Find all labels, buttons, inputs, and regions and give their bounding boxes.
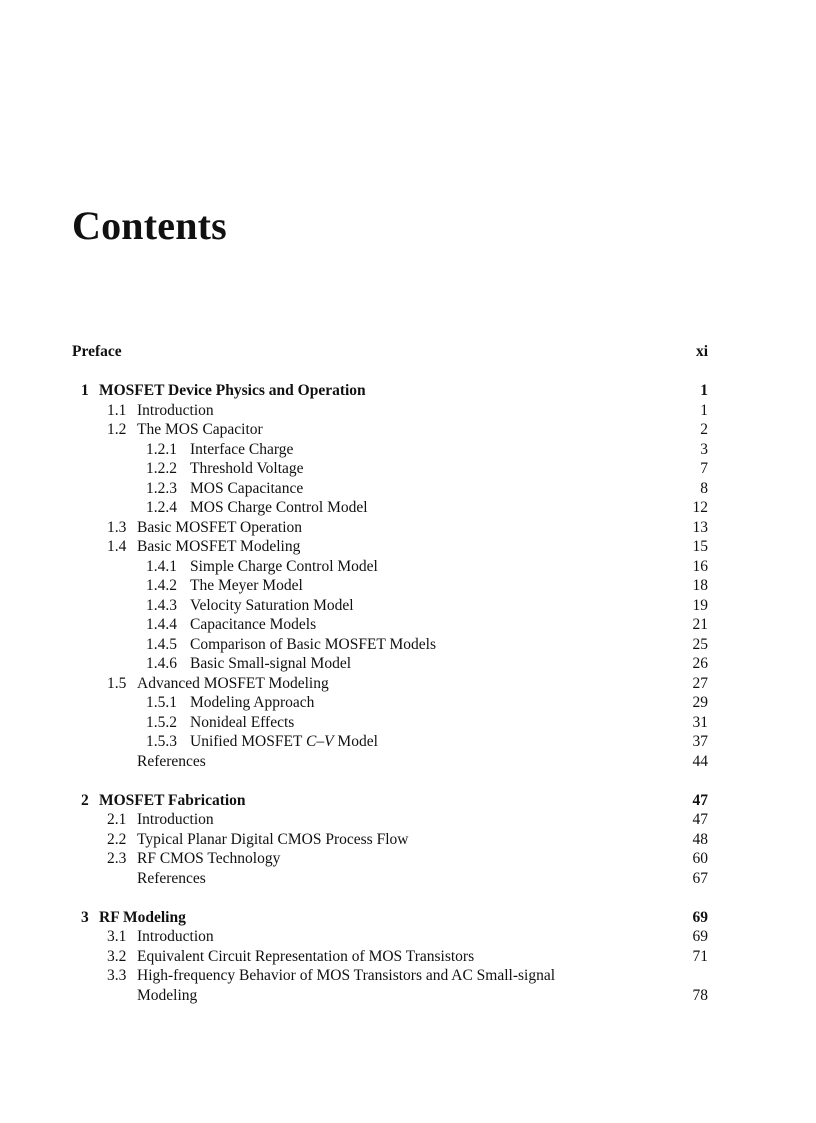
toc-entry-number: 1.4.5 xyxy=(146,635,177,653)
toc-entry-row xyxy=(72,927,708,947)
toc-entry-title: Introduction xyxy=(137,401,214,419)
toc-entry-page: 48 xyxy=(692,830,708,848)
toc-entry-title: MOS Capacitance xyxy=(190,479,304,497)
toc-entry-title: Basic Small-signal Model xyxy=(190,655,352,672)
toc-entry-page: xi xyxy=(695,343,708,360)
toc-entry-title: Unified MOSFET C–V Model xyxy=(190,733,378,750)
toc-entry-page: 19 xyxy=(692,596,708,614)
toc-entry-row xyxy=(72,654,708,674)
toc-entry-number: 3.2 xyxy=(107,947,127,965)
table-of-contents xyxy=(72,342,708,1005)
toc-entry-title: Typical Planar Digital CMOS Process Flow xyxy=(137,830,409,848)
toc-entry-title: Advanced MOSFET Modeling xyxy=(137,674,329,692)
toc-entry-title: Simple Charge Control Model xyxy=(190,557,378,575)
toc-entry-title: RF Modeling xyxy=(99,908,186,926)
toc-entry-page: 44 xyxy=(692,752,708,770)
toc-entry-page: 31 xyxy=(692,713,708,731)
toc-entry-page: 2 xyxy=(700,421,708,438)
toc-entry-title: Modeling Approach xyxy=(190,694,315,711)
toc-chapter-row xyxy=(72,791,708,811)
toc-entry-row xyxy=(72,596,708,616)
toc-entry-row xyxy=(72,557,708,577)
toc-entry-page: 69 xyxy=(692,908,708,926)
toc-entry-number: 1.2.4 xyxy=(146,499,177,516)
toc-entry-number: 2.2 xyxy=(107,830,127,848)
toc-entry-title: Introduction xyxy=(137,928,214,945)
toc-entry-page: 29 xyxy=(692,694,708,711)
toc-entry-number: 3 xyxy=(81,908,89,926)
toc-entry-page: 27 xyxy=(692,674,708,692)
toc-entry-page: 26 xyxy=(692,655,708,672)
toc-entry-page: 47 xyxy=(692,791,708,809)
toc-entry-number: 1.2.2 xyxy=(146,460,177,477)
toc-entry-page: 67 xyxy=(692,869,708,887)
toc-entry-row xyxy=(72,966,708,986)
toc-entry-number: 1.5.2 xyxy=(146,713,177,731)
toc-entry-title: Nonideal Effects xyxy=(190,713,295,731)
toc-entry-title: Velocity Saturation Model xyxy=(190,596,354,614)
toc-entry-number: 1.5.1 xyxy=(146,694,177,711)
toc-entry-row xyxy=(72,986,708,1006)
toc-entry-page: 47 xyxy=(692,811,708,828)
toc-entry-number: 1.5.3 xyxy=(146,733,177,750)
toc-entry-title: High-frequency Behavior of MOS Transistors and AC Small-signal xyxy=(137,967,556,984)
toc-entry-page: 1 xyxy=(700,382,708,399)
toc-entry-page: 18 xyxy=(692,577,708,594)
toc-chapter-row xyxy=(72,908,708,928)
toc-entry-row xyxy=(72,849,708,869)
toc-entry-page: 60 xyxy=(692,850,708,867)
toc-entry-row xyxy=(72,693,708,713)
toc-entry-row xyxy=(72,752,708,772)
toc-entry-page: 37 xyxy=(692,733,708,750)
toc-entry-title: Threshold Voltage xyxy=(190,460,304,477)
toc-entry-number: 1.4.6 xyxy=(146,655,177,672)
toc-entry-number: 1 xyxy=(81,382,89,399)
toc-entry-title: Capacitance Models xyxy=(190,616,317,633)
toc-entry-title: Interface Charge xyxy=(190,440,294,458)
toc-entry-number: 2.3 xyxy=(107,850,127,867)
toc-entry-page: 69 xyxy=(692,928,708,945)
toc-entry-number: 1.4.3 xyxy=(146,596,177,614)
toc-entry-row xyxy=(72,674,708,694)
toc-entry-number: 1.4.1 xyxy=(146,557,177,575)
toc-entry-page: 7 xyxy=(700,460,708,477)
toc-entry-row xyxy=(72,869,708,889)
toc-entry-row xyxy=(72,947,708,967)
toc-entry-row xyxy=(72,537,708,557)
toc-entry-title: Modeling xyxy=(137,986,198,1004)
toc-entry-title: References xyxy=(137,752,206,770)
toc-entry-number: 1.2.3 xyxy=(146,479,177,497)
toc-entry-row xyxy=(72,635,708,655)
toc-entry-title: Comparison of Basic MOSFET Models xyxy=(190,635,436,653)
toc-entry-row xyxy=(72,615,708,635)
toc-entry-number: 1.5 xyxy=(107,674,127,692)
toc-entry-row xyxy=(72,401,708,421)
toc-entry-row xyxy=(72,576,708,596)
toc-entry-page: 8 xyxy=(700,479,708,497)
toc-entry-number: 2 xyxy=(81,791,89,809)
toc-entry-number: 1.4.2 xyxy=(146,577,177,594)
toc-entry-page: 21 xyxy=(692,616,708,633)
toc-entry-page: 16 xyxy=(692,557,708,575)
toc-entry-row xyxy=(72,479,708,499)
page-title: Contents xyxy=(72,203,227,248)
toc-entry-number: 1.2 xyxy=(107,421,127,438)
toc-entry-number: 3.1 xyxy=(107,928,127,945)
toc-entry-number: 1.2.1 xyxy=(146,440,177,458)
toc-entry-title: Preface xyxy=(72,343,122,360)
toc-entry-row xyxy=(72,440,708,460)
toc-entry-page: 1 xyxy=(700,401,708,419)
toc-entry-title: Basic MOSFET Modeling xyxy=(137,538,301,555)
toc-entry-row xyxy=(72,518,708,538)
toc-entry-title: MOSFET Device Physics and Operation xyxy=(99,382,366,399)
toc-entry-page: 3 xyxy=(700,440,708,458)
toc-entry-title: Basic MOSFET Operation xyxy=(137,518,303,536)
toc-entry-number: 1.3 xyxy=(107,518,127,536)
toc-entry-title: MOSFET Fabrication xyxy=(99,791,246,809)
toc-entry-number: 1.1 xyxy=(107,401,127,419)
toc-entry-page: 25 xyxy=(692,635,708,653)
toc-entry-number: 1.4 xyxy=(107,538,127,555)
toc-entry-row xyxy=(72,420,708,440)
toc-entry-row xyxy=(72,498,708,518)
toc-chapter-row xyxy=(72,381,708,401)
toc-entry-title: Introduction xyxy=(137,811,214,828)
toc-entry-number: 2.1 xyxy=(107,811,127,828)
toc-entry-row xyxy=(72,830,708,850)
toc-preface-row xyxy=(72,342,708,362)
toc-entry-title: The MOS Capacitor xyxy=(137,421,263,438)
toc-entry-page: 13 xyxy=(692,518,708,536)
toc-entry-title: Equivalent Circuit Representation of MOS Transistors xyxy=(137,947,475,965)
toc-entry-number: 1.4.4 xyxy=(146,616,177,633)
toc-entry-page: 15 xyxy=(692,538,708,555)
toc-entry-number: 3.3 xyxy=(107,967,127,984)
toc-entry-title: RF CMOS Technology xyxy=(137,850,281,867)
toc-entry-row xyxy=(72,459,708,479)
toc-entry-title: MOS Charge Control Model xyxy=(190,499,368,516)
toc-entry-page: 78 xyxy=(692,986,708,1004)
toc-entry-title: The Meyer Model xyxy=(190,577,303,594)
toc-entry-row xyxy=(72,732,708,752)
toc-entry-page: 71 xyxy=(692,947,708,965)
toc-entry-title: References xyxy=(137,869,206,887)
toc-entry-page: 12 xyxy=(692,499,708,516)
toc-entry-row xyxy=(72,713,708,733)
toc-entry-row xyxy=(72,810,708,830)
